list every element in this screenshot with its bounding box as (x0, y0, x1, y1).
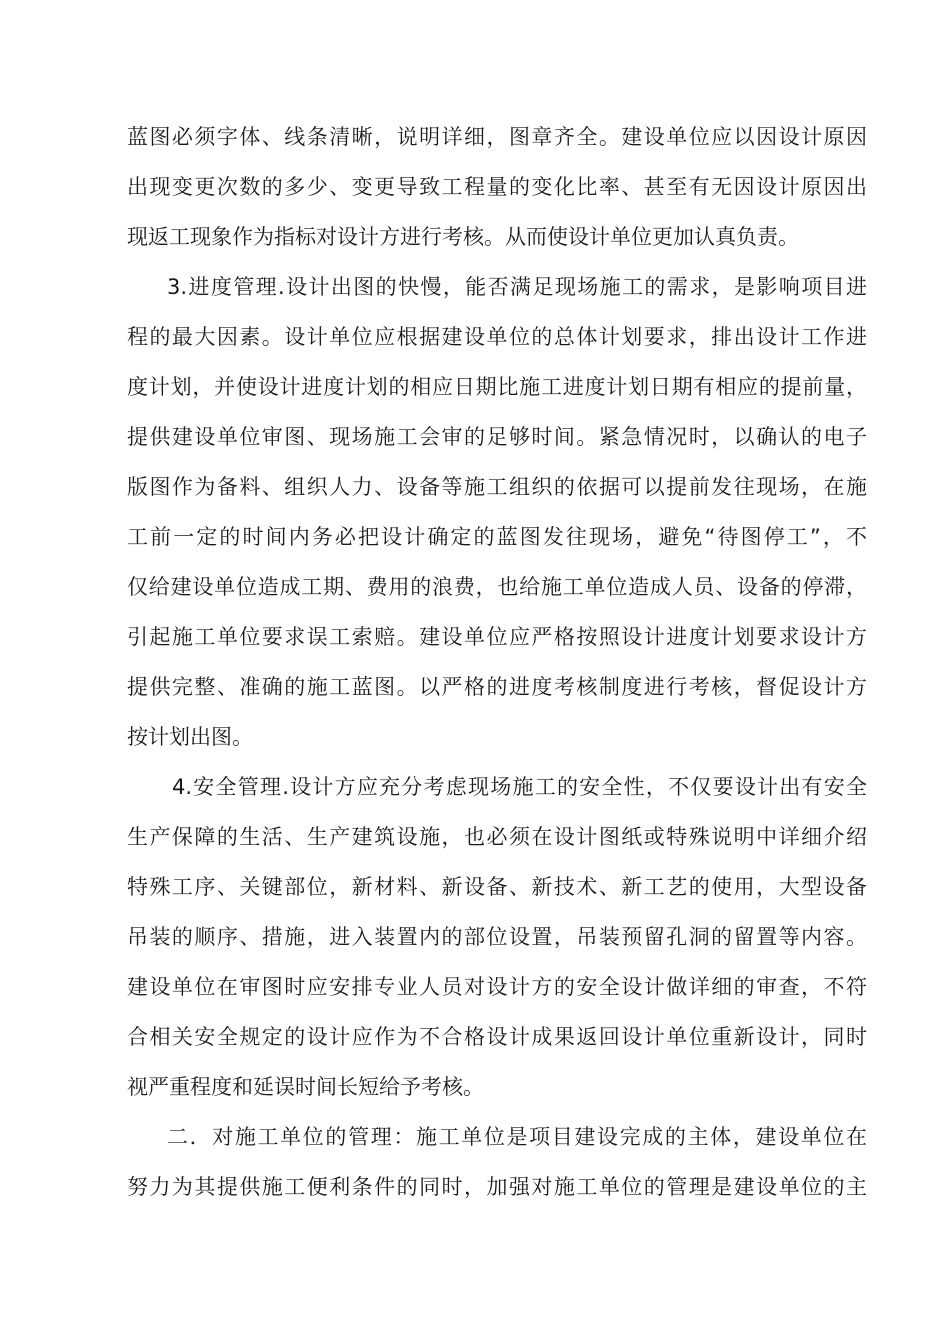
section-2-heading-line: 二．对施工单位的管理：施工单位是项目建设完成的主体，建设单位在 (167, 1125, 867, 1149)
text-line: 提供建设单位审图、现场施工会审的足够时间。紧急情况时，以确认的电子 (127, 425, 867, 449)
text-line: 生产保障的生活、生产建筑设施，也必须在设计图纸或特殊说明中详细介绍 (127, 825, 867, 849)
text-line: 特殊工序、关键部位，新材料、新设备、新技术、新工艺的使用，大型设备 (127, 875, 867, 899)
section-3-heading-line: 3.进度管理.设计出图的快慢，能否满足现场施工的需求，是影响项目进 (167, 275, 867, 299)
text-line: 现返工现象作为指标对设计方进行考核。从而使设计单位更加认真负责。 (127, 225, 799, 249)
text-line: 提供完整、准确的施工蓝图。以严格的进度考核制度进行考核，督促设计方 (127, 675, 867, 699)
text-line: 引起施工单位要求误工索赔。建设单位应严格按照设计进度计划要求设计方 (127, 625, 867, 649)
text-line: 工前一定的时间内务必把设计确定的蓝图发往现场，避免“待图停工”，不 (127, 525, 867, 549)
text-line: 程的最大因素。设计单位应根据建设单位的总体计划要求，排出设计工作进 (127, 325, 867, 349)
text-line: 仅给建设单位造成工期、费用的浪费，也给施工单位造成人员、设备的停滞， (127, 575, 867, 599)
text-line: 合相关安全规定的设计应作为不合格设计成果返回设计单位重新设计，同时 (127, 1025, 867, 1049)
text-line: 吊装的顺序、措施，进入装置内的部位设置，吊装预留孔洞的留置等内容。 (127, 925, 867, 949)
section-4-heading-line: 4.安全管理.设计方应充分考虑现场施工的安全性，不仅要设计出有安全 (172, 775, 867, 799)
text-line: 蓝图必须字体、线条清晰，说明详细，图章齐全。建设单位应以因设计原因 (127, 125, 867, 149)
text-line: 努力为其提供施工便利条件的同时，加强对施工单位的管理是建设单位的主 (127, 1175, 867, 1199)
text-line: 版图作为备料、组织人力、设备等施工组织的依据可以提前发往现场，在施 (127, 475, 867, 499)
text-line: 建设单位在审图时应安排专业人员对设计方的安全设计做详细的审查，不符 (127, 975, 867, 999)
text-line: 视严重程度和延误时间长短给予考核。 (127, 1075, 484, 1099)
text-line: 按计划出图。 (127, 725, 253, 749)
text-line: 出现变更次数的多少、变更导致工程量的变化比率、甚至有无因设计原因出 (127, 175, 867, 199)
text-line: 度计划，并使设计进度计划的相应日期比施工进度计划日期有相应的提前量， (127, 375, 867, 399)
